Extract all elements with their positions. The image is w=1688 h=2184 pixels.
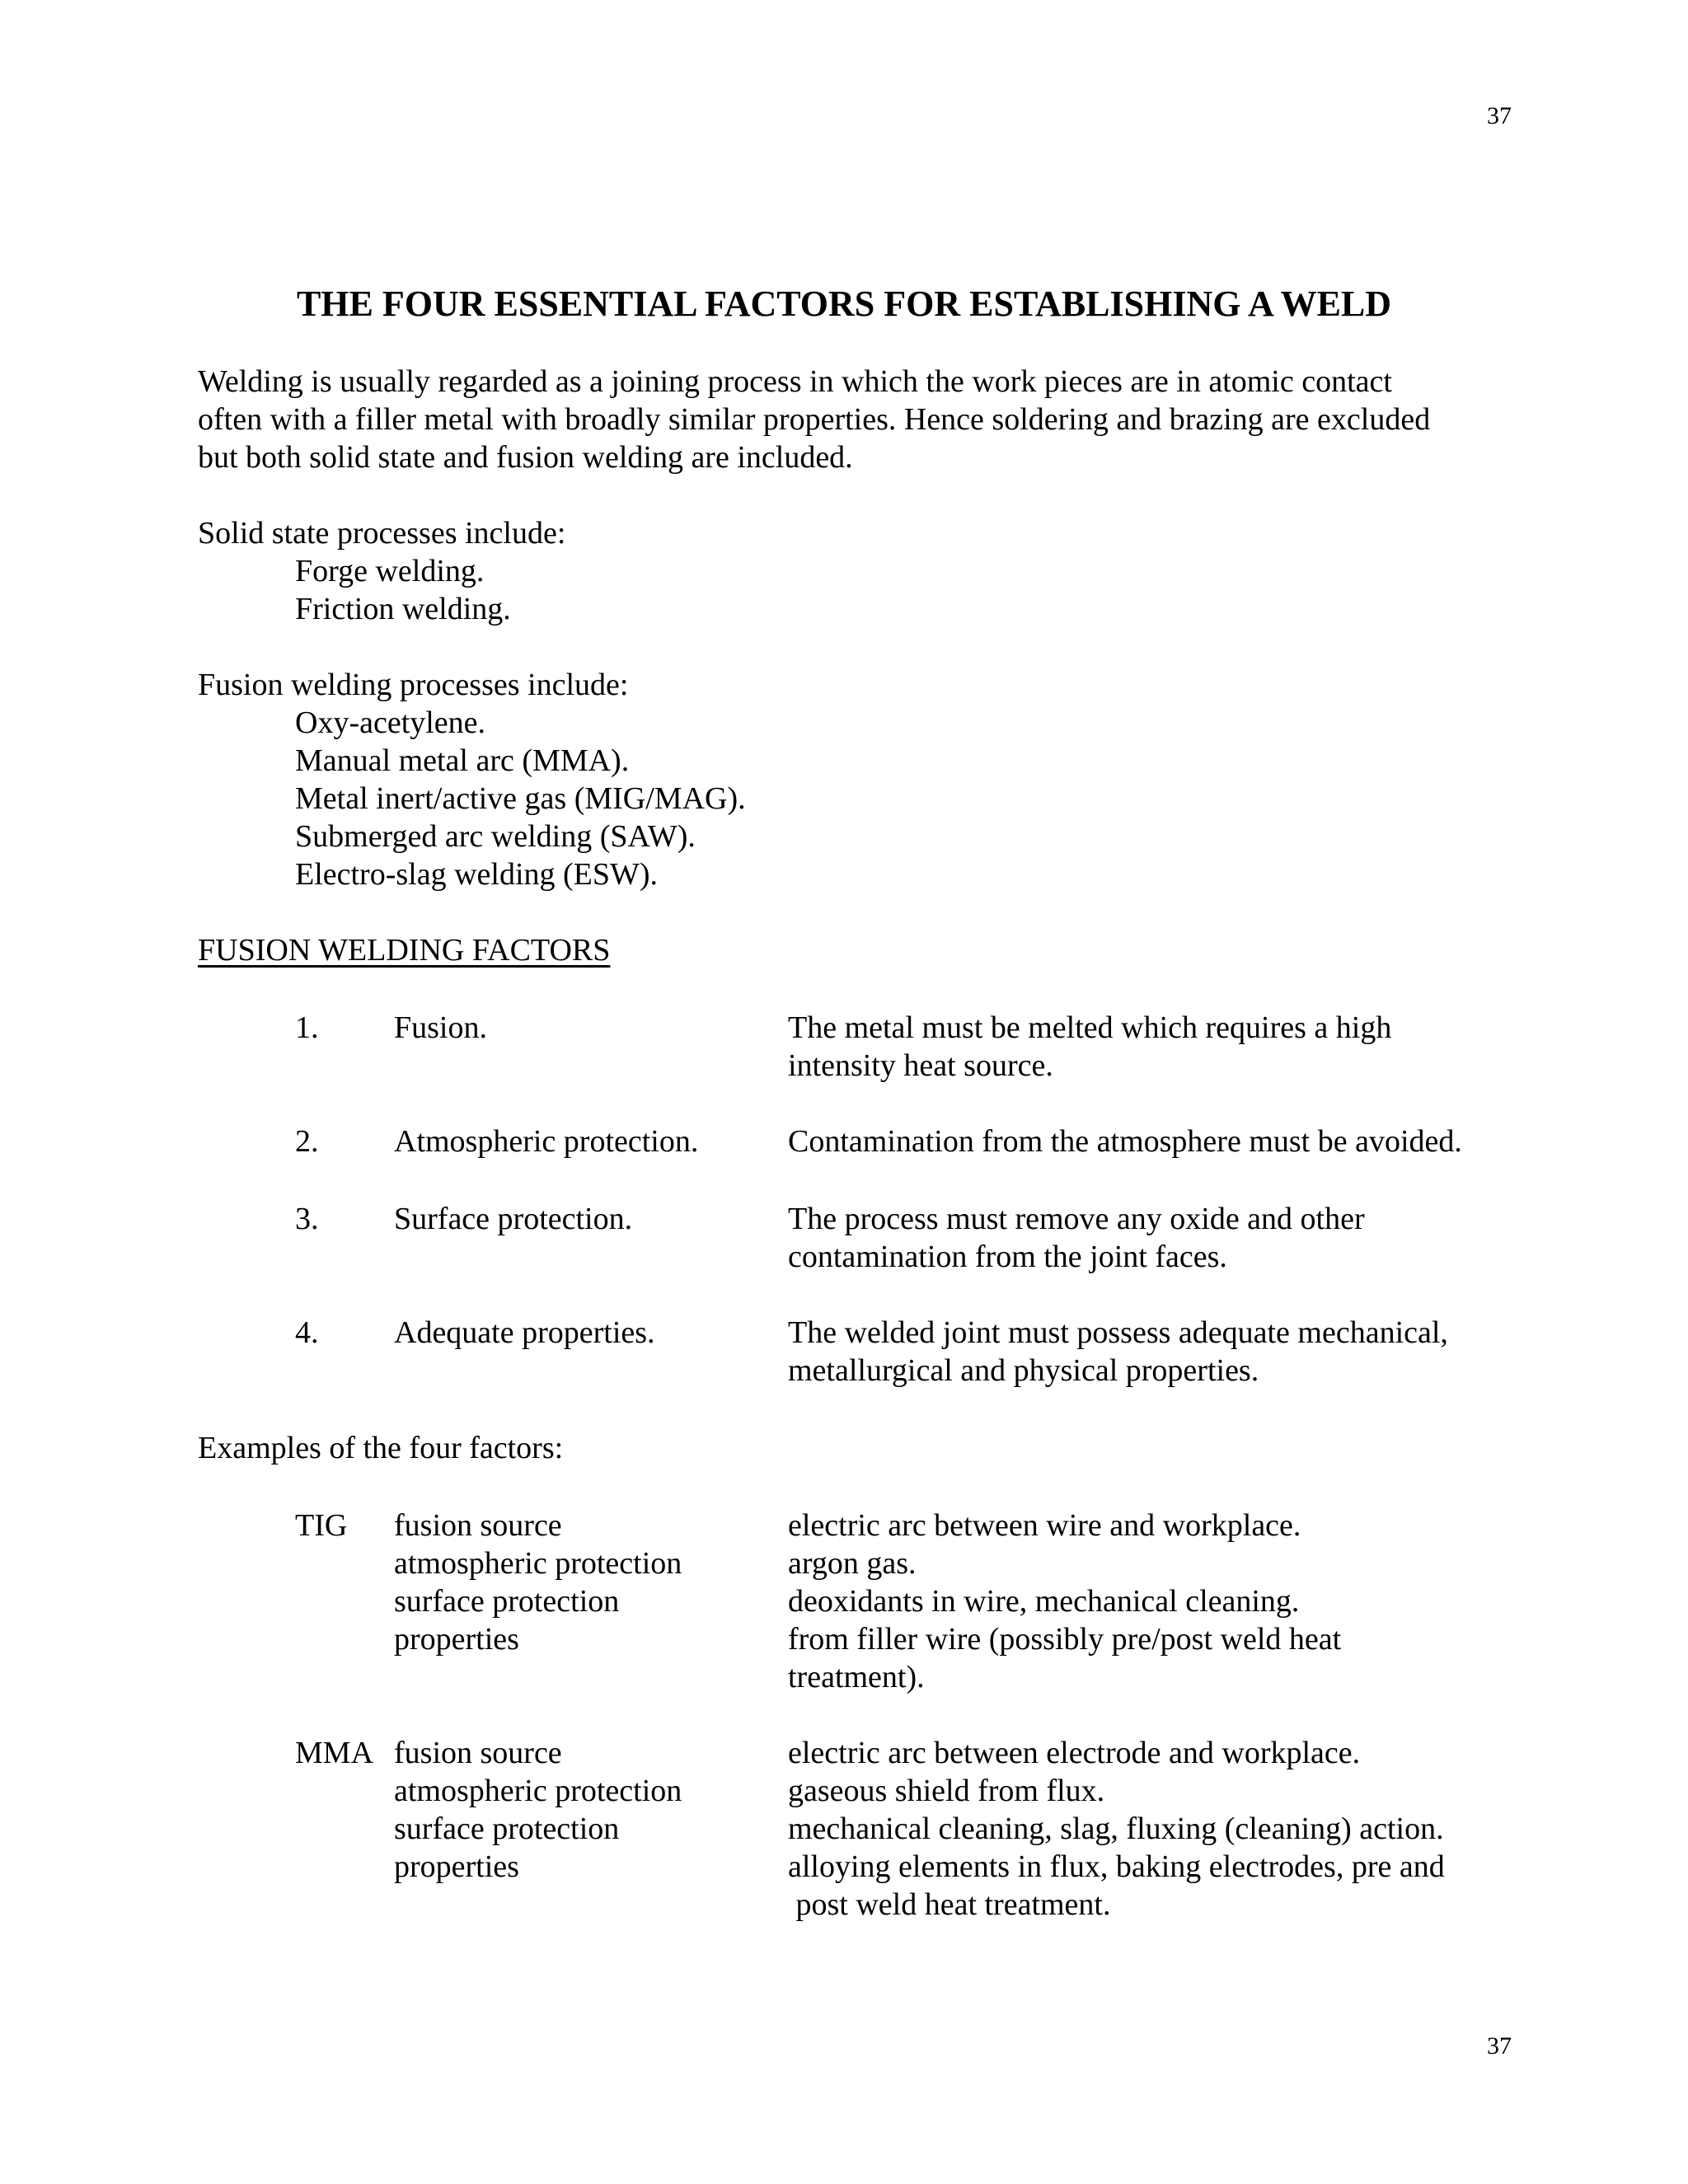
example-factor: atmospheric protection bbox=[394, 1774, 682, 1808]
example-factor: surface protection bbox=[394, 1811, 620, 1846]
fusion-processes-heading: Fusion welding processes include: bbox=[198, 668, 629, 702]
factor-number: 1. bbox=[295, 1010, 319, 1045]
factor-name: Surface protection. bbox=[394, 1202, 633, 1236]
example-factor: properties bbox=[394, 1849, 519, 1884]
example-factor: fusion source bbox=[394, 1508, 562, 1543]
factor-number: 3. bbox=[295, 1202, 319, 1236]
factor-number: 2. bbox=[295, 1124, 319, 1159]
factor-description: intensity heat source. bbox=[788, 1048, 1053, 1083]
example-description: post weld heat treatment. bbox=[788, 1887, 1111, 1922]
list-item: Electro-slag welding (ESW). bbox=[295, 857, 659, 892]
factor-description: The process must remove any oxide and other bbox=[788, 1202, 1365, 1236]
example-process: TIG bbox=[295, 1508, 348, 1543]
example-factor: atmospheric protection bbox=[394, 1546, 682, 1581]
list-item: Friction welding. bbox=[295, 592, 511, 626]
list-item: Submerged arc welding (SAW). bbox=[295, 819, 696, 854]
list-item: Oxy-acetylene. bbox=[295, 705, 486, 740]
example-description: electric arc between electrode and workplace. bbox=[788, 1736, 1361, 1770]
intro-line: Welding is usually regarded as a joining process in which the work pieces are in atomic contact bbox=[198, 364, 1392, 399]
factor-number: 4. bbox=[295, 1315, 319, 1350]
example-factor: fusion source bbox=[394, 1736, 562, 1770]
page-title: THE FOUR ESSENTIAL FACTORS FOR ESTABLISHING A WELD bbox=[296, 284, 1392, 324]
example-description: argon gas. bbox=[788, 1546, 917, 1581]
factor-description: contamination from the joint faces. bbox=[788, 1240, 1227, 1274]
example-process: MMA bbox=[295, 1736, 374, 1770]
page-number-bottom: 37 bbox=[1487, 2032, 1512, 2060]
factor-description: The metal must be melted which requires a high bbox=[788, 1010, 1392, 1045]
list-item: Metal inert/active gas (MIG/MAG). bbox=[295, 781, 746, 816]
examples-heading: Examples of the four factors: bbox=[198, 1431, 564, 1465]
example-description: electric arc between wire and workplace. bbox=[788, 1508, 1301, 1543]
example-description: alloying elements in flux, baking electrodes, pre and bbox=[788, 1849, 1445, 1884]
factor-name: Adequate properties. bbox=[394, 1315, 655, 1350]
intro-line: often with a filler metal with broadly similar properties. Hence soldering and brazing are excluded bbox=[198, 402, 1431, 437]
factor-description: metallurgical and physical properties. bbox=[788, 1353, 1259, 1388]
factor-description: Contamination from the atmosphere must be avoided. bbox=[788, 1124, 1462, 1159]
example-description: treatment). bbox=[788, 1660, 925, 1694]
example-description: from filler wire (possibly pre/post weld heat bbox=[788, 1622, 1342, 1657]
factors-heading: FUSION WELDING FACTORS bbox=[198, 933, 611, 968]
example-factor: properties bbox=[394, 1622, 519, 1657]
example-description: mechanical cleaning, slag, fluxing (cleaning) action. bbox=[788, 1811, 1444, 1846]
page-number-top: 37 bbox=[1487, 102, 1512, 129]
intro-line: but both solid state and fusion welding are included. bbox=[198, 440, 853, 475]
factor-name: Fusion. bbox=[394, 1010, 487, 1045]
factor-description: The welded joint must possess adequate mechanical, bbox=[788, 1315, 1448, 1350]
list-item: Manual metal arc (MMA). bbox=[295, 743, 630, 778]
solid-state-heading: Solid state processes include: bbox=[198, 516, 566, 551]
factor-name: Atmospheric protection. bbox=[394, 1124, 699, 1159]
example-factor: surface protection bbox=[394, 1584, 620, 1619]
list-item: Forge welding. bbox=[295, 554, 485, 588]
example-description: deoxidants in wire, mechanical cleaning. bbox=[788, 1584, 1300, 1619]
example-description: gaseous shield from flux. bbox=[788, 1774, 1105, 1808]
